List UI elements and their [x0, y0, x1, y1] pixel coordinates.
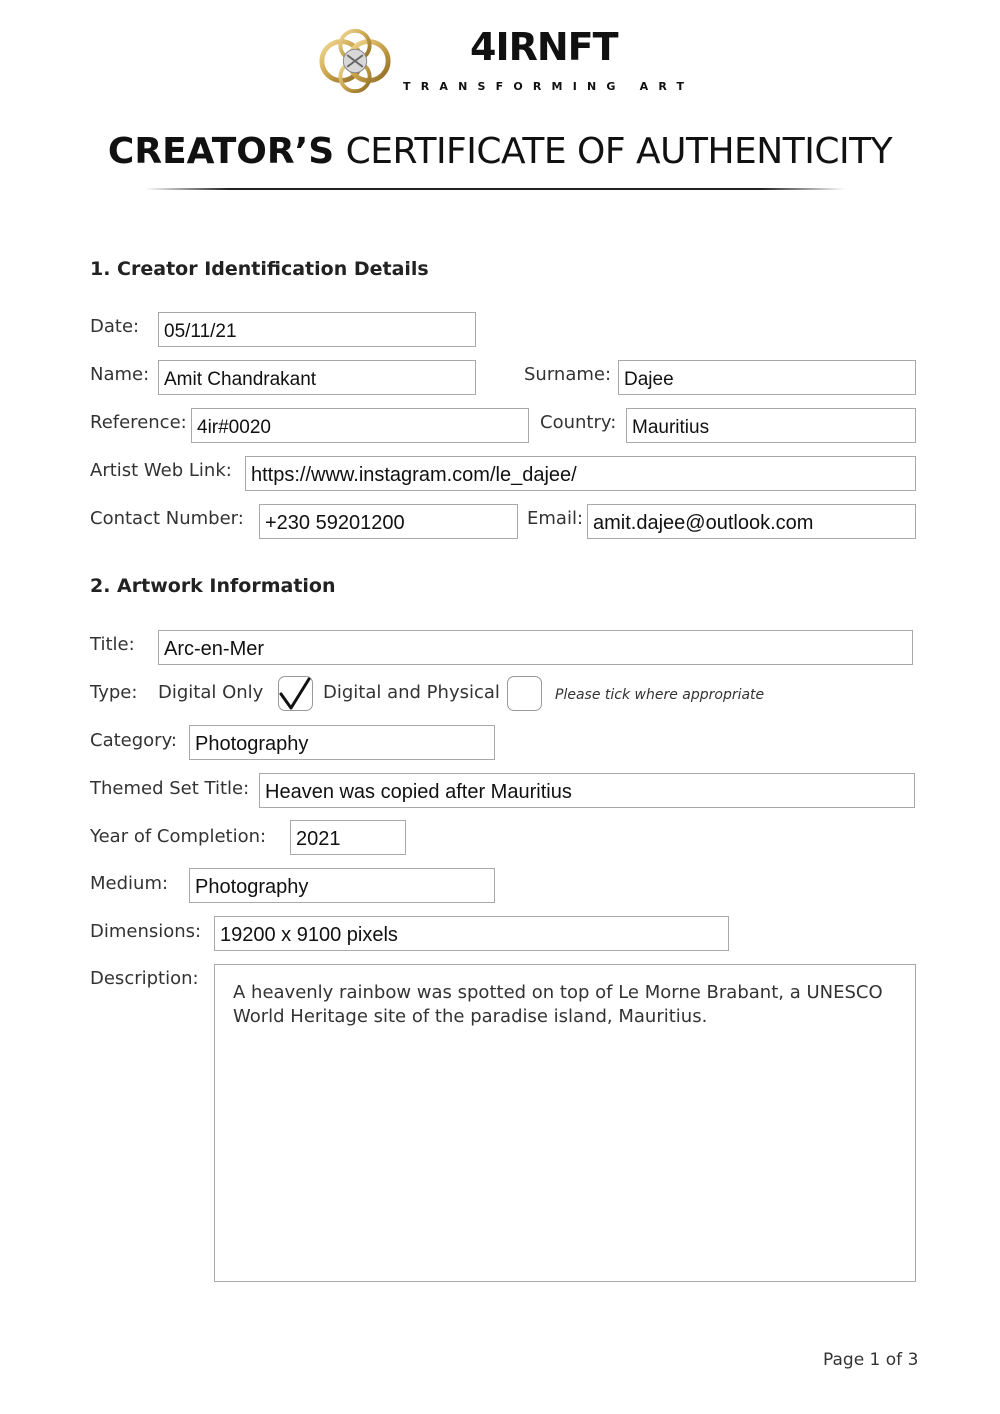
- weblink-field[interactable]: https://www.instagram.com/le_dajee/: [245, 456, 916, 491]
- medium-field[interactable]: Photography: [189, 868, 495, 903]
- type-hint: Please tick where appropriate: [555, 687, 765, 703]
- email-label: Email:: [527, 508, 584, 529]
- country-field[interactable]: Mauritius: [626, 408, 916, 443]
- category-label: Category:: [90, 730, 177, 751]
- date-label: Date:: [90, 316, 140, 337]
- country-label: Country:: [540, 412, 617, 433]
- contact-label: Contact Number:: [90, 508, 244, 529]
- section-1-heading: 1. Creator Identification Details: [90, 258, 429, 280]
- artwork-title-label: Title:: [90, 634, 135, 655]
- title-divider: [145, 188, 845, 190]
- title-light: CERTIFICATE OF AUTHENTICITY: [345, 131, 893, 172]
- category-field[interactable]: Photography: [189, 725, 495, 760]
- email-field[interactable]: amit.dajee@outlook.com: [587, 504, 916, 539]
- dimensions-field[interactable]: 19200 x 9100 pixels: [214, 916, 729, 951]
- medium-label: Medium:: [90, 873, 169, 894]
- artwork-title-field[interactable]: Arc-en-Mer: [158, 630, 913, 665]
- name-field[interactable]: Amit Chandrakant: [158, 360, 476, 395]
- themed-set-field[interactable]: Heaven was copied after Mauritius: [259, 773, 915, 808]
- title-bold: CREATOR’S: [107, 131, 335, 172]
- weblink-label: Artist Web Link:: [90, 460, 232, 481]
- reference-label: Reference:: [90, 412, 187, 433]
- brand-name: 4IRNFT: [470, 25, 618, 69]
- reference-field[interactable]: 4ir#0020: [191, 408, 529, 443]
- description-label: Description:: [90, 968, 199, 989]
- digital-and-physical-checkbox[interactable]: [507, 676, 542, 711]
- type-option-digital-physical-label: Digital and Physical: [323, 682, 500, 703]
- type-label: Type:: [90, 682, 138, 703]
- dimensions-label: Dimensions:: [90, 921, 202, 942]
- surname-label: Surname:: [524, 364, 612, 385]
- digital-only-checkbox[interactable]: [278, 676, 313, 711]
- name-label: Name:: [90, 364, 150, 385]
- type-option-digital-only-label: Digital Only: [158, 682, 264, 703]
- surname-field[interactable]: Dajee: [618, 360, 916, 395]
- document-title: [0, 130, 1000, 173]
- year-label: Year of Completion:: [90, 826, 267, 847]
- brand-logo-icon: [316, 22, 394, 100]
- description-textarea[interactable]: A heavenly rainbow was spotted on top of Le Morne Brabant, a UNESCO World Heritage site of the paradise island, Mauritius.: [214, 964, 916, 1282]
- section-2-heading: 2. Artwork Information: [90, 575, 336, 597]
- contact-field[interactable]: +230 59201200: [259, 504, 518, 539]
- page-number: Page 1 of 3: [823, 1350, 919, 1370]
- checkmark-icon: [278, 676, 313, 711]
- date-field[interactable]: 05/11/21: [158, 312, 476, 347]
- themed-set-label: Themed Set Title:: [90, 778, 250, 799]
- brand-tagline: TRANSFORMING ART: [403, 80, 695, 93]
- year-field[interactable]: 2021: [290, 820, 406, 855]
